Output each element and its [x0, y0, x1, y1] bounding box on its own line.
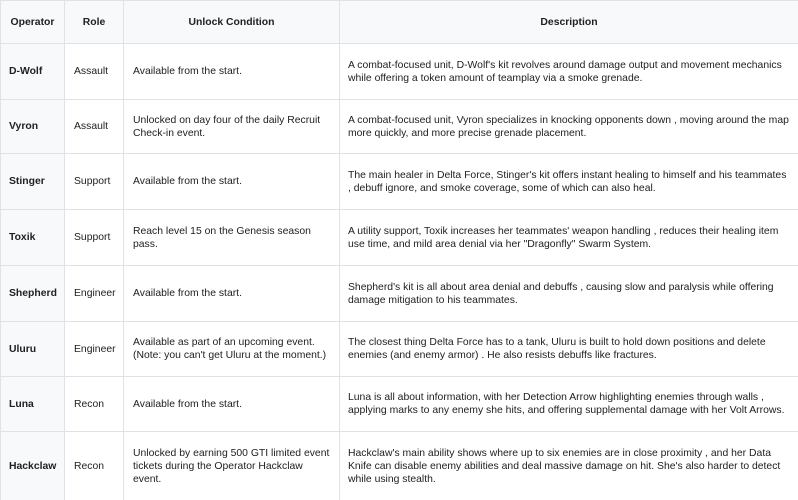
- table-row: [1, 322, 798, 377]
- description-cell: The main healer in Delta Force, Stinger's kit offers instant healing to himself and his teammates , debuff ignore, and smoke coverage, some of which can also heal.: [340, 154, 798, 210]
- unlock-condition-cell: Available from the start.: [124, 377, 340, 432]
- table-row: [1, 266, 798, 322]
- col-header-operator: Operator: [1, 1, 65, 44]
- operator-cell: Stinger: [1, 154, 65, 210]
- role-cell: Assault: [65, 44, 124, 100]
- table-row: [1, 100, 798, 154]
- operator-cell: D-Wolf: [1, 44, 65, 100]
- role-cell: Support: [65, 210, 124, 266]
- role-cell: Assault: [65, 100, 124, 154]
- col-header-unlock-condition: Unlock Condition: [124, 1, 340, 44]
- operator-cell: Uluru: [1, 322, 65, 377]
- description-cell: A combat-focused unit, Vyron specializes in knocking opponents down , moving around the map more quickly, and more precise grenade placement.: [340, 100, 798, 154]
- col-header-description: Description: [340, 1, 798, 44]
- unlock-condition-cell: Reach level 15 on the Genesis season pass.: [124, 210, 340, 266]
- operator-cell: Toxik: [1, 210, 65, 266]
- role-cell: Engineer: [65, 322, 124, 377]
- unlock-condition-cell: Unlocked on day four of the daily Recruit Check-in event.: [124, 100, 340, 154]
- operator-cell: Shepherd: [1, 266, 65, 322]
- table-row: [1, 44, 798, 100]
- unlock-condition-cell: Available from the start.: [124, 266, 340, 322]
- operator-cell: Vyron: [1, 100, 65, 154]
- description-cell: A utility support, Toxik increases her teammates' weapon handling , reduces their healing item use time, and mild area denial via her "Dragonfly" Swarm System.: [340, 210, 798, 266]
- description-cell: Shepherd's kit is all about area denial and debuffs , causing slow and paralysis while offering damage mitigation to his teammates.: [340, 266, 798, 322]
- unlock-condition-cell: Available as part of an upcoming event. (Note: you can't get Uluru at the moment.): [124, 322, 340, 377]
- description-cell: A combat-focused unit, D-Wolf's kit revolves around damage output and movement mechanics while offering a token amount of teamplay via a smoke grenade.: [340, 44, 798, 100]
- table-row: [1, 432, 798, 500]
- operator-cell: Luna: [1, 377, 65, 432]
- unlock-condition-cell: Unlocked by earning 500 GTI limited event tickets during the Operator Hackclaw event.: [124, 432, 340, 500]
- unlock-condition-cell: Available from the start.: [124, 154, 340, 210]
- col-header-role: Role: [65, 1, 124, 44]
- role-cell: Recon: [65, 377, 124, 432]
- unlock-condition-cell: Available from the start.: [124, 44, 340, 100]
- description-cell: Hackclaw's main ability shows where up to six enemies are in close proximity , and her Data Knife can disable enemy abilities and deal massive damage on hit. She's also harder to detect while using stealth.: [340, 432, 798, 500]
- role-cell: Recon: [65, 432, 124, 500]
- header-row: [1, 1, 798, 44]
- description-cell: The closest thing Delta Force has to a tank, Uluru is built to hold down positions and delete enemies (and enemy armor) . He also resists debuffs like fractures.: [340, 322, 798, 377]
- role-cell: Support: [65, 154, 124, 210]
- description-cell: Luna is all about information, with her Detection Arrow highlighting enemies through walls , applying marks to any enemy she hits, and offering supplemental damage with her Volt Arrows.: [340, 377, 798, 432]
- operator-cell: Hackclaw: [1, 432, 65, 500]
- table-row: [1, 377, 798, 432]
- table-row: [1, 154, 798, 210]
- table-row: [1, 210, 798, 266]
- role-cell: Engineer: [65, 266, 124, 322]
